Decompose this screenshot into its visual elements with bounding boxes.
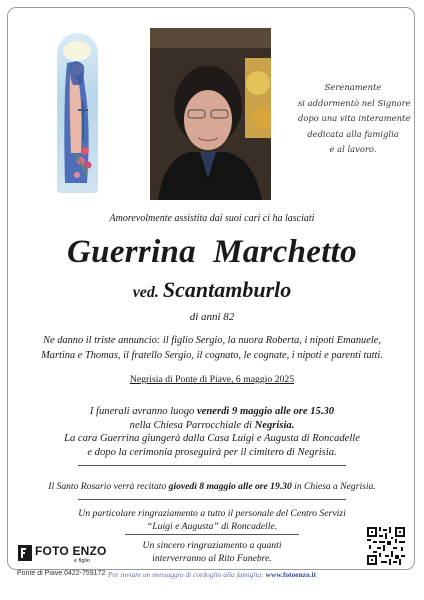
- poem-line: e al lavoro.: [329, 144, 377, 155]
- deceased-name-text: Guerrina Marchetto: [67, 234, 357, 270]
- deceased-portrait: [150, 28, 271, 200]
- funeral-text: nella Chiesa Parrocchiale di: [129, 419, 255, 431]
- website-link[interactable]: www.fotoenzo.it: [265, 570, 317, 579]
- widow-name: [0, 277, 424, 303]
- qr-code[interactable]: [367, 527, 405, 565]
- widow-surname: Scantamburlo: [162, 277, 292, 302]
- thanks-staff: [0, 508, 424, 533]
- funeral-line-4: e dopo la cerimonia proseguirà per il cimitero di Negrisia.: [87, 446, 337, 458]
- logo-sub: e figlio: [74, 558, 90, 564]
- footer-condolence: [108, 570, 316, 579]
- poem-verse: [298, 80, 411, 158]
- divider: [78, 465, 346, 466]
- divider: [125, 534, 299, 535]
- deceased-name: [0, 234, 424, 271]
- funeral-location: Negrisia.: [254, 419, 295, 431]
- funeral-datetime: venerdì 9 maggio alle ore 15.30: [196, 406, 335, 417]
- poem-line: dopo una vita interamente: [298, 113, 411, 124]
- logo-brand: FOTO ENZO: [35, 544, 107, 558]
- announcement-line: Martina e Thomas, il fratello Sergio, il cognato, le cognate, i nipoti e parenti tutti.: [41, 349, 383, 361]
- madonna-image: [57, 33, 98, 193]
- place-date-text: Negrisia di Ponte di Piave, 6 maggio 2025: [129, 374, 295, 385]
- funeral-line-3: La cara Guerrina giungerà dalla Casa Luigi e Augusta di Roncadelle: [64, 433, 360, 445]
- thanks-attendees: [100, 540, 324, 565]
- footer-contact: Ponte di Piave 0422-759172: [17, 570, 106, 577]
- age-line: di anni 82: [189, 311, 235, 323]
- funeral-info: [0, 405, 424, 459]
- place-date: [0, 374, 424, 385]
- funeral-line-2: [0, 419, 424, 433]
- thanks-line: Un particolare ringraziamento a tutto il personale del Centro Servizi: [78, 508, 346, 519]
- rosary-text: Il Santo Rosario verrà recitato: [48, 481, 169, 492]
- foto-enzo-logo: [18, 542, 107, 566]
- poem-line: dedicata alla famiglia: [307, 128, 399, 139]
- widow-prefix: ved.: [132, 284, 159, 301]
- poem-line: Serenamente: [324, 82, 382, 92]
- thanks-line: “Luigi e Augusta” di Roncadelle.: [146, 520, 278, 532]
- rosary-info: [0, 481, 424, 492]
- announcement-line: Ne danno il triste annuncio: il figlio Sergio, la nuora Roberta, i nipoti Emanuele,: [43, 335, 381, 346]
- assisted-line: Amorevolmente assistita dai suoi cari ci ha lasciati: [109, 213, 315, 224]
- announcement: [0, 334, 424, 363]
- footer-condolence-text: Per inviare un messaggio di cordoglio alla famiglia:: [108, 570, 266, 579]
- rosary-datetime: giovedì 8 maggio alle ore 19.30: [168, 481, 292, 492]
- funeral-text: I funerali avranno luogo: [89, 406, 197, 417]
- logo-mark-icon: [18, 545, 32, 561]
- rosary-text: in Chiesa a Negrisia.: [291, 481, 376, 492]
- thanks-line: Un sincero ringraziamento a quanti: [142, 540, 282, 551]
- poem-line: si addormentò nel Signore: [298, 97, 411, 108]
- thanks-line: interverranno al Rito Funebre.: [152, 552, 272, 564]
- funeral-line-1: [0, 405, 424, 419]
- divider: [78, 499, 346, 500]
